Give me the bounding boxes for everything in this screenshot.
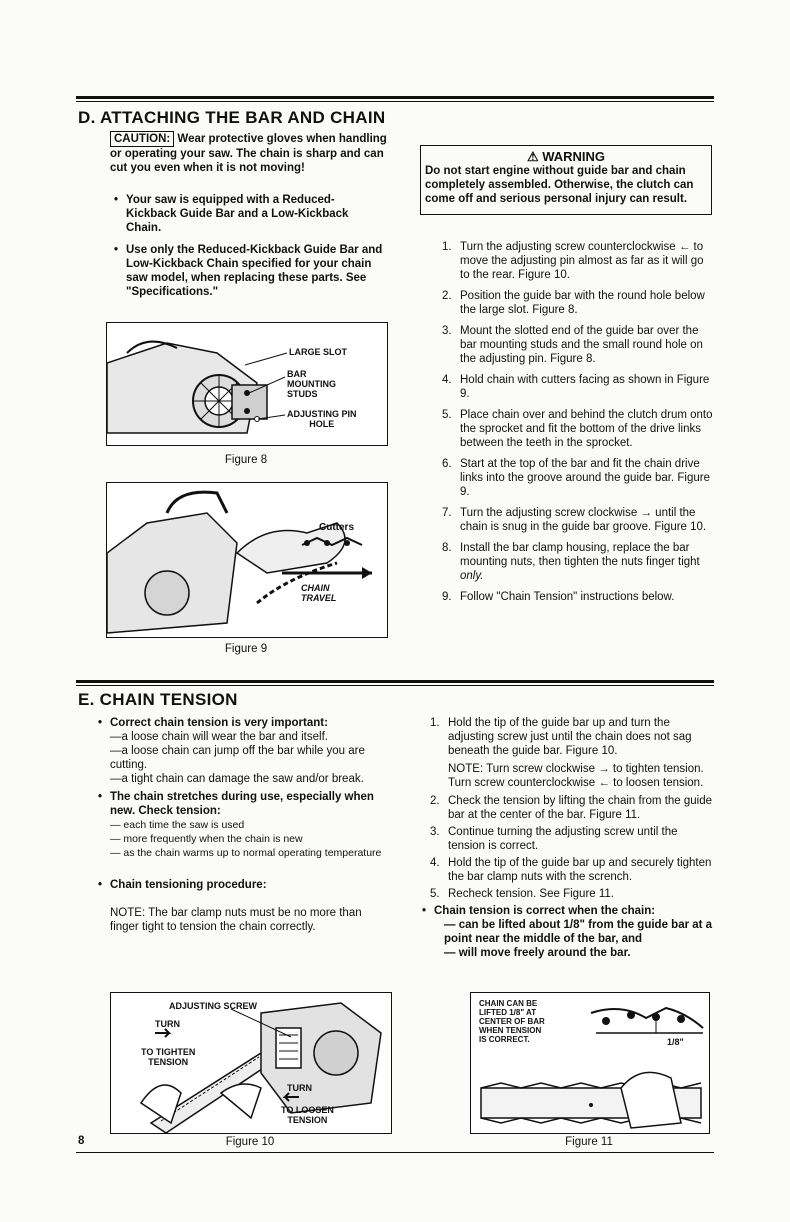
middle-rule bbox=[76, 680, 714, 683]
warning-box bbox=[420, 145, 712, 215]
section-e-heading: E. CHAIN TENSION bbox=[78, 690, 238, 709]
fig11-label-tension: CHAIN CAN BE LIFTED 1/8" AT CENTER OF BAR WHEN TENSION IS CORRECT. bbox=[479, 999, 545, 1044]
step-e-1: 1. Hold the tip of the guide bar up and turn the adjusting screw just until the chain does not sag beneath the guide bar. Figure 10. bbox=[430, 717, 692, 757]
bullet-tensioning-procedure: • Chain tensioning procedure: bbox=[96, 878, 388, 892]
correct-tension-heading: • Chain tension is correct when the chain: bbox=[420, 904, 714, 918]
fig8-label-large-slot: LARGE SLOT bbox=[289, 347, 347, 357]
bullet-replacement-parts: • Use only the Reduced-Kickback Guide Bar and Low-Kickback Chain specified for your chain saw model, when replacing these parts. See "Specifications." bbox=[112, 243, 384, 299]
step-e-5: 5. Recheck tension. See Figure 11. bbox=[430, 888, 614, 900]
figure-8-caption: Figure 8 bbox=[224, 454, 268, 466]
step-d-4: 4. Hold chain with cutters facing as shown in Figure 9. bbox=[442, 374, 710, 400]
figure-10-caption: Figure 10 bbox=[225, 1136, 275, 1148]
step-d-5: 5. Place chain over and behind the clutch drum onto the sprocket and fit the bottom of the drive links between the teeth in the sprocket. bbox=[442, 409, 713, 449]
step-e-note: NOTE: Turn screw clockwise → to tighten tension. Turn screw counterclockwise ← to loosen tension. bbox=[448, 763, 704, 789]
figure-11-caption: Figure 11 bbox=[565, 1136, 613, 1148]
figure-8 bbox=[106, 322, 388, 446]
bullet-chain-stretches: • The chain stretches during use, especially when new. Check tension: bbox=[96, 790, 388, 818]
counterclockwise-arrow-icon: ← bbox=[598, 777, 610, 789]
section-d-steps bbox=[442, 240, 714, 611]
counterclockwise-arrow-icon: ← bbox=[678, 241, 691, 253]
fig10-label-adjusting-screw: ADJUSTING SCREW bbox=[169, 1001, 258, 1011]
fig10-label-turn-2: TURN bbox=[287, 1083, 312, 1093]
warning-title-row bbox=[421, 149, 711, 165]
figure-11 bbox=[470, 992, 710, 1134]
caution-paragraph bbox=[110, 131, 390, 175]
note-bar-clamp: NOTE: The bar clamp nuts must be no more than finger tight to tension the chain correctly. bbox=[110, 907, 362, 933]
bottom-rule bbox=[76, 1152, 714, 1153]
fig8-label-bar-mounting-studs: BAR MOUNTING STUDS bbox=[287, 369, 336, 399]
step-d-8: 8. Install the bar clamp housing, replace the bar mounting nuts, then tighten the nuts finger tight only. bbox=[442, 542, 700, 582]
fig9-label-chain-travel: CHAIN TRAVEL bbox=[301, 583, 337, 603]
top-rule bbox=[76, 96, 714, 99]
page-number: 8 bbox=[78, 1135, 85, 1147]
step-d-2: 2. Position the guide bar with the round hole below the large slot. Figure 8. bbox=[442, 290, 705, 316]
step-d-3: 3. Mount the slotted end of the guide bar over the bar mounting studs and the small round hole on the adjusting pin. Figure 8. bbox=[442, 325, 703, 365]
correct-tension-items-right: — can be lifted about 1/8" from the guide bar at a point near the middle of the bar, and — will move freely around the bar. bbox=[444, 919, 713, 959]
step-d-6: 6. Start at the top of the bar and fit the chain drive links into the groove around the guide bar. Figure 9. bbox=[442, 458, 710, 498]
step-e-4: 4. Hold the tip of the guide bar up and securely tighten the bar clamp nuts with the scrench. bbox=[430, 857, 712, 883]
correct-tension-items: —a loose chain will wear the bar and itself. —a loose chain can jump off the bar while you are cutting. —a tight chain can damage the saw and/or break. bbox=[110, 731, 365, 785]
section-d-heading: D. ATTACHING THE BAR AND CHAIN bbox=[78, 108, 386, 127]
step-d-1: 1. Turn the adjusting screw counterclockwise ← to move the adjusting pin almost as far as it will go to the rear. Figure 10. bbox=[442, 241, 704, 281]
section-e-left bbox=[96, 716, 388, 934]
caution-text: Wear protective gloves when handling or operating your saw. The chain is sharp and can cut you even when it is not moving! bbox=[110, 133, 387, 174]
section-e-steps bbox=[430, 716, 714, 960]
fig10-label-turn-1: TURN bbox=[155, 1019, 180, 1029]
step-d-7: 7. Turn the adjusting screw clockwise → until the chain is snug in the guide bar groove. Figure 10. bbox=[442, 507, 707, 533]
figure-9-caption: Figure 9 bbox=[224, 643, 268, 655]
warning-triangle-icon: ⚠ bbox=[526, 149, 539, 164]
section-d-bullets bbox=[112, 193, 384, 299]
caution-label: CAUTION: bbox=[110, 131, 174, 147]
warning-title: WARNING bbox=[542, 149, 606, 164]
figure-9 bbox=[106, 482, 388, 638]
fig10-label-to-tighten: TO TIGHTEN TENSION bbox=[141, 1047, 196, 1067]
bullet-reduced-kickback: • Your saw is equipped with a Reduced-Kickback Guide Bar and a Low-Kickback Chain. bbox=[112, 193, 384, 235]
step-e-3: 3. Continue turning the adjusting screw until the tension is correct. bbox=[430, 826, 678, 852]
warning-text: Do not start engine without guide bar and chain completely assembled. Otherwise, the clutch can come off and serious personal injury can result. bbox=[425, 165, 694, 205]
clockwise-arrow-icon: → bbox=[598, 763, 610, 775]
step-d-9: 9. Follow "Chain Tension" instructions below. bbox=[442, 591, 675, 603]
top-rule-thin bbox=[76, 101, 714, 102]
figure-10 bbox=[110, 992, 392, 1134]
fig10-label-to-loosen: TO LOOSEN TENSION bbox=[281, 1105, 334, 1125]
check-tension-items: — each time the saw is used — more frequently when the chain is new — as the chain warms up to normal operating temperature bbox=[110, 819, 382, 859]
fig8-label-adjusting-pin-hole: ADJUSTING PIN HOLE bbox=[287, 409, 357, 429]
middle-rule-thin bbox=[76, 685, 714, 686]
figure-9-drawing bbox=[107, 483, 387, 637]
bullet-correct-tension: • Correct chain tension is very important: bbox=[96, 716, 388, 730]
step-e-2: 2. Check the tension by lifting the chain from the guide bar at the center of the bar. Figure 11. bbox=[430, 795, 713, 821]
clockwise-arrow-icon: → bbox=[640, 507, 652, 519]
fig11-label-eighth-inch: 1/8" bbox=[667, 1037, 684, 1047]
fig9-label-cutters: Cutters bbox=[319, 522, 355, 533]
